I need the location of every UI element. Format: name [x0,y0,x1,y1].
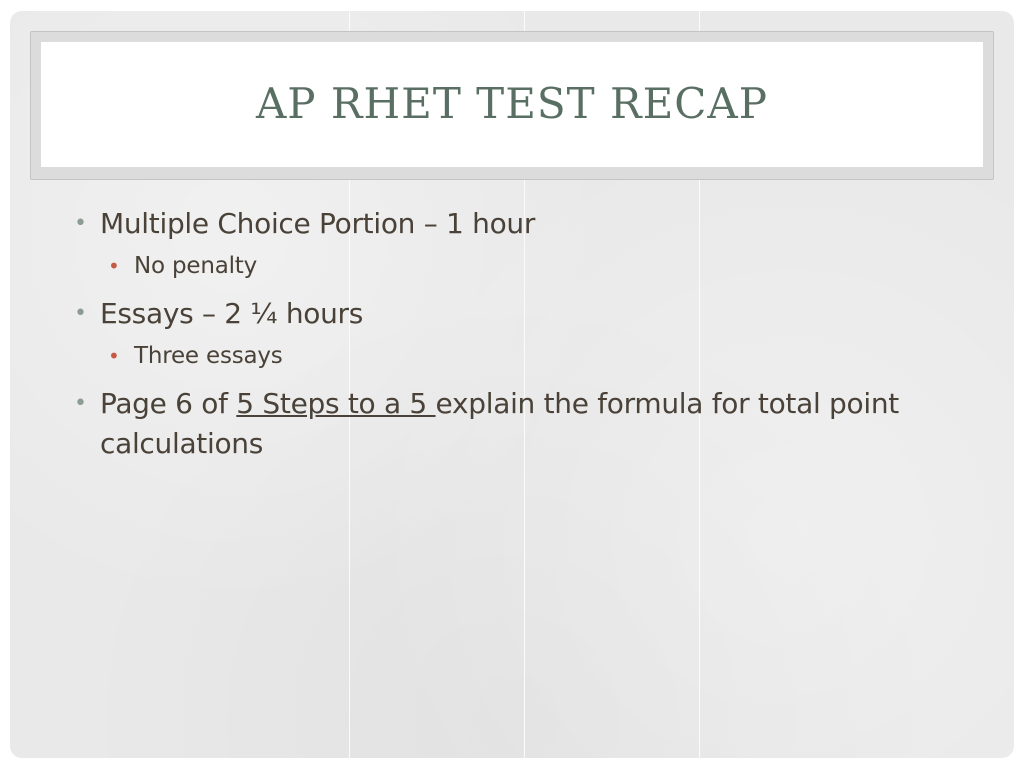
sub-bullet-item-no-penalty [72,244,972,288]
bullet-icon: • [74,391,87,416]
slide-title: AP RHET TEST RECAP [255,79,769,128]
sub-bullet-icon: • [108,254,120,278]
sub-bullet-text: Three essays [134,343,283,369]
bullet-item-essays [72,294,972,334]
bullet-text: Multiple Choice Portion – 1 hour [100,207,536,240]
bullet-text: Essays – 2 ¼ hours [100,297,364,330]
title-frame [30,31,994,180]
bullet-item-multiple-choice [72,204,972,244]
book-title-link: 5 Steps to a 5 [236,387,436,420]
bullet-text-prefix: Page 6 of [100,387,237,420]
sub-bullet-text: No penalty [134,253,258,279]
bullet-text-suffix: explain the formula for total point calculations [100,387,899,460]
bullet-item-page-reference [72,384,972,464]
bullet-icon: • [74,211,87,236]
title-box [41,42,983,167]
slide [10,11,1014,758]
bullet-list [72,204,972,464]
bullet-icon: • [74,301,87,326]
sub-bullet-icon: • [108,344,120,368]
sub-bullet-item-three-essays [72,334,972,378]
